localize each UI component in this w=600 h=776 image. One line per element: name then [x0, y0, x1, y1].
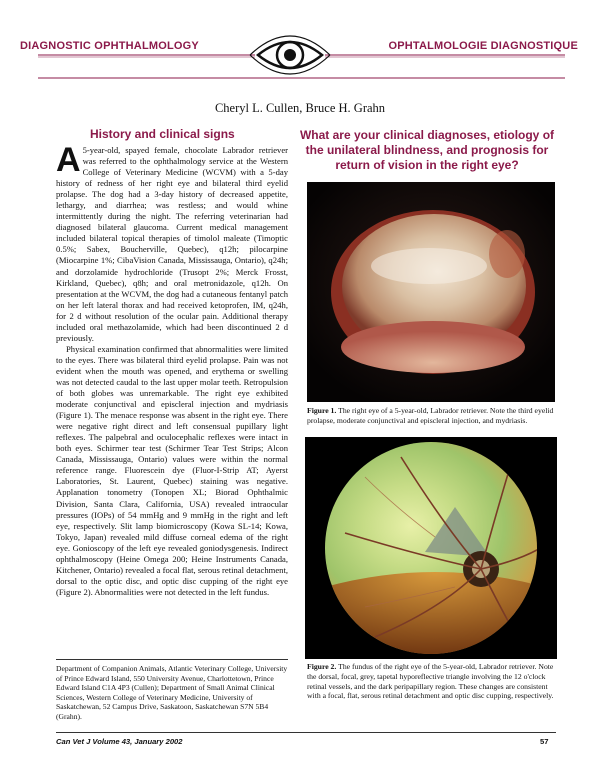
figure-1-image: [307, 182, 555, 402]
paragraph-2: Physical examination confirmed that abnormalities were limited to the eyes. There was bilateral third eyelid prolapse. Pain was not evident when the mouth was opened, and erythema or swelling was not detected caudal to the last upper molar teeth. Retropulsion of both globes was unremarkable. The right eye exhibited moderate conjunctival and episcleral injection and mydriasis (Figure 1). The menace response was absent in the right eye. There were negative right direct and left consensual pupillary light reflexes. The palpebral and oculocephalic reflexes were intact in both eyes. Schirmer tear test (Schirmer Tear Test Strips; Alcon Canada, Mississauga, Ontario) values were within the normal reference range. Fluorescein dye (Fluor-I-Strip AT; Ayerst Laboratories, St. Laurent, Quebec) staining was negative. Applanation tonometry (Tonopen XL; Biorad Ophthalmic Division, Santa Clara, California, USA) revealed intraocular pressures (IOPs) of 54 mmHg and 9 mmHg in the right and left eye, respectively. Slit lamp biomicroscopy (Kowa SL-14; Kowa, Tokyo, Japan) revealed mild diffuse corneal edema of the right eye. Gonioscopy of the left eye revealed goniodysgenesis. Indirect ophthalmoscopy (Heine Omega 200; Heine Instruments Canada, Kitchener, Ontario) revealed a focal flat, serous retinal detachment, dorsal to the optic disc, and optic disc cupping of the right eye (Figure 2). Abnormalities were not detected in the left fundus.: [56, 343, 288, 597]
figure-2-caption-text: The fundus of the right eye of the 5-year-old, Labrador retriever. Note the dorsal, focal, grey, tapetal hyporeflective triangle involving the 12 o'clock retinal vessels, and the dark peripapillary region. These changes are consistent with a focal, flat, serous retinal detachment and optic disc cupping, respectively.: [307, 662, 554, 701]
figure-1-caption: [307, 406, 557, 426]
eye-icon: [240, 25, 340, 85]
affiliation-rule: [56, 659, 288, 660]
authors: Cheryl L. Cullen, Bruce H. Grahn: [214, 101, 386, 115]
footer-page-number: 57: [540, 737, 549, 746]
body-text: [56, 141, 288, 598]
paragraph-1-text: 5-year-old, spayed female, chocolate Labrador retriever was referred to the ophthalmology service at the Western College of Veterinary Medicine (WCVM) with a 5-day history of redness of her right eye and bilateral third eyelid prolapse. The dog had a 3-day history of decreased appetite, lethargy, and diarrhea; was restless; and would whine intermittently during the night. The referring veterinarian had diagnosed bilateral glaucoma. Current medical management included bilateral topical therapies of timolol maleate (Timoptic 0.5%; Sabex, Boucherville, Quebec), q12h; pilocarpine (Miocarpine 1%; CibaVision Canada, Mississauga, Ontario), q24h; and dorzolamide hydrochloride (Trusopt 2%; Merck Frosst, Kirkland, Quebec), q8h; and oral metronidazole, q12h. On presentation at the WCVM, the dog had a cutaneous fentanyl patch on her left lateral thorax and had received ketoprofen, IM, q24h, for 2 d without resolution of the ocular pain. Additional therapy included oral methazolamide, which had been discontinued 2 d previously.: [56, 145, 288, 343]
figure-2-image: [305, 437, 557, 659]
header-left-title: DIAGNOSTIC OPHTHALMOLOGY: [20, 40, 199, 52]
figure-1-caption-text: The right eye of a 5-year-old, Labrador retriever. Note the third eyelid prolapse, moderate conjunctival and episcleral injection, and mydriasis.: [307, 406, 554, 425]
figure-2-label: Figure 2.: [307, 662, 337, 671]
question-heading: What are your clinical diagnoses, etiology of the unilateral blindness, and prognosis for return of vision in the right eye?: [299, 128, 555, 172]
figure-2-caption: [307, 662, 557, 701]
footer-journal: Can Vet J Volume 43, January 2002: [56, 737, 183, 746]
paragraph-1: [56, 141, 288, 344]
header-right-title: OPHTALMOLOGIE DIAGNOSTIQUE: [388, 40, 578, 52]
section-heading: History and clinical signs: [90, 127, 235, 141]
figure-1-label: Figure 1.: [307, 406, 337, 415]
affiliation: Department of Companion Animals, Atlantic Veterinary College, University of Prince Edward Island, 550 University Avenue, Charlottetown, Prince Edward Island C1A 4P3 (Cullen); Department of Small Animal Clinical Sciences, Western College of Veterinary Medicine, University of Saskatchewan, 52 Campus Drive, Saskatoon, Saskatchewan S7N 5B4 (Grahn).: [56, 664, 288, 721]
dropcap: A: [56, 141, 81, 179]
footer-rule: [56, 732, 556, 733]
